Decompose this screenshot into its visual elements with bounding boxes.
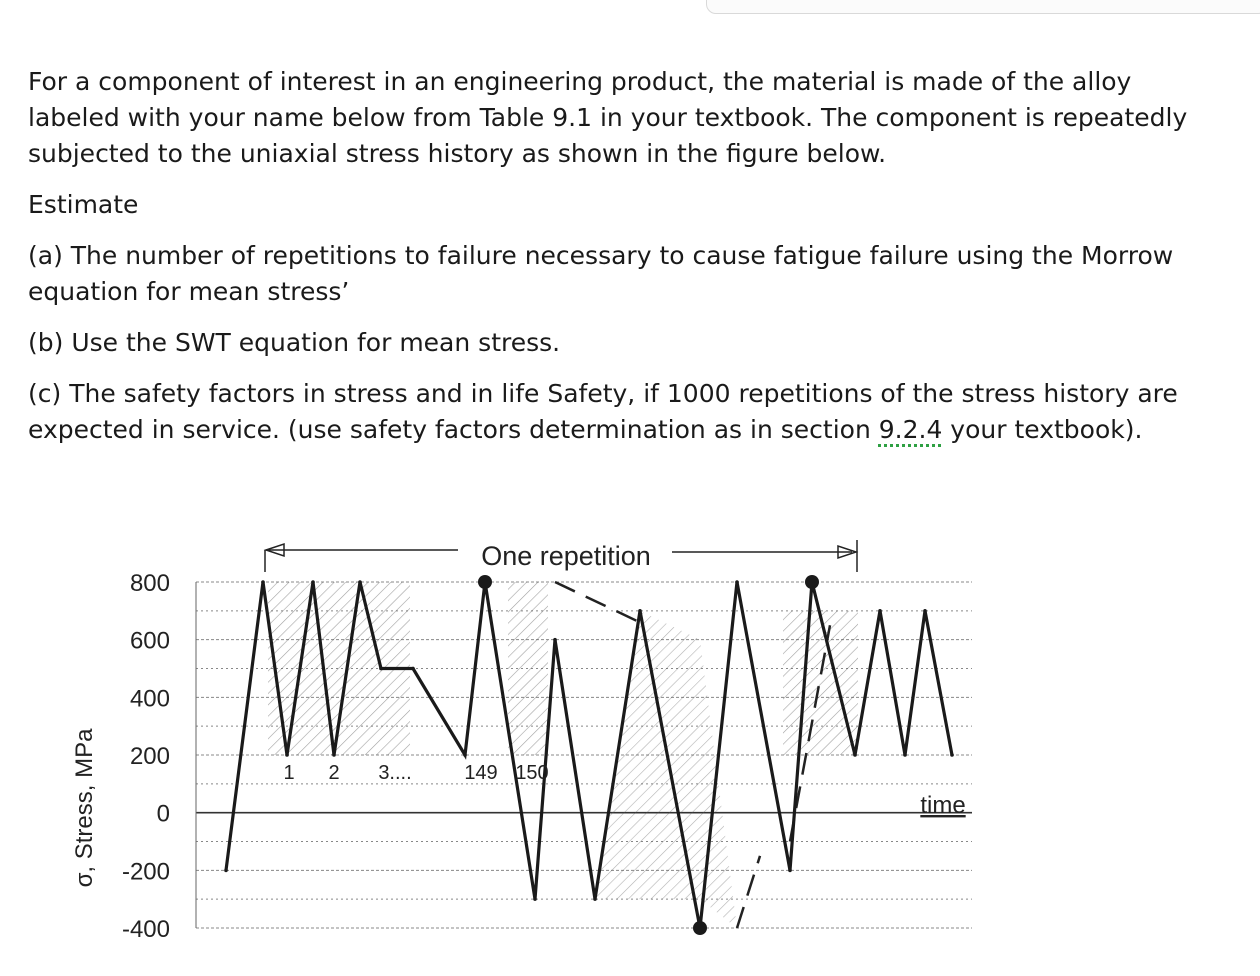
- part-b: (b) Use the SWT equation for mean stress.: [28, 328, 561, 357]
- part-c: [28, 376, 1228, 448]
- data-point: [735, 580, 739, 584]
- problem-statement: [28, 64, 1228, 448]
- part-a: (a) The number of repetitions to failure necessary to cause fatigue failure using the Morrow equation for mean stress’: [28, 241, 1174, 306]
- y-tick-label: -400: [121, 916, 170, 943]
- x-axis-label: time: [920, 792, 966, 819]
- data-point: [853, 753, 857, 757]
- data-point: [805, 575, 819, 589]
- data-point: [478, 575, 492, 589]
- part-c-text: (c) The safety factors in stress and in life Safety, if 1000 repetitions of the stress history are expected in service. (use safety factors determination as in section: [28, 379, 1178, 444]
- data-point: [878, 609, 882, 613]
- cycle-label: 1: [283, 762, 295, 784]
- data-point: [311, 580, 315, 584]
- part-c-end: your textbook).: [942, 415, 1143, 444]
- estimate-heading: Estimate: [28, 190, 139, 219]
- cycle-label: 3....: [378, 762, 412, 784]
- cycle-label: 149: [464, 762, 498, 784]
- stress-history-chart: [0, 520, 1260, 976]
- data-point: [285, 753, 289, 757]
- y-tick-label: 600: [129, 627, 170, 655]
- data-point: [788, 869, 792, 873]
- section-reference: 9.2.4: [878, 415, 943, 444]
- cycle-label: 2: [328, 762, 340, 784]
- closing-guide: [737, 856, 760, 928]
- y-axis-label: σ, Stress, MPa: [71, 728, 98, 888]
- data-point: [358, 580, 362, 584]
- y-tick-label: 0: [156, 800, 170, 828]
- repetition-label: One repetition: [481, 541, 651, 571]
- hatch-region: [783, 611, 858, 755]
- data-point: [553, 638, 557, 642]
- data-point: [463, 753, 467, 757]
- y-tick-label: 200: [129, 743, 170, 770]
- hatch-region: [508, 582, 548, 755]
- data-point: [379, 667, 383, 671]
- data-point: [224, 869, 228, 873]
- data-point: [693, 921, 707, 935]
- window-top-edge: [706, 0, 1260, 14]
- data-point: [261, 580, 265, 584]
- problem-intro: For a component of interest in an engineering product, the material is made of the alloy labeled with your name below from Table 9.1 in your textbook. The component is repeatedly subjected to the uniaxial stress history as shown in the figure below.: [28, 67, 1188, 168]
- data-point: [903, 753, 907, 757]
- cycle-label: 150: [515, 762, 549, 784]
- y-tick-label: -200: [121, 858, 170, 886]
- y-tick-label: 400: [129, 685, 170, 713]
- data-point: [533, 897, 537, 901]
- data-point: [950, 753, 954, 757]
- data-point: [593, 897, 597, 901]
- closing-guide: [555, 582, 640, 622]
- y-tick-label: 800: [129, 570, 170, 597]
- data-point: [332, 753, 336, 757]
- data-point: [923, 609, 927, 613]
- hatch-region: [555, 611, 737, 928]
- data-point: [411, 667, 415, 671]
- data-point: [638, 609, 642, 613]
